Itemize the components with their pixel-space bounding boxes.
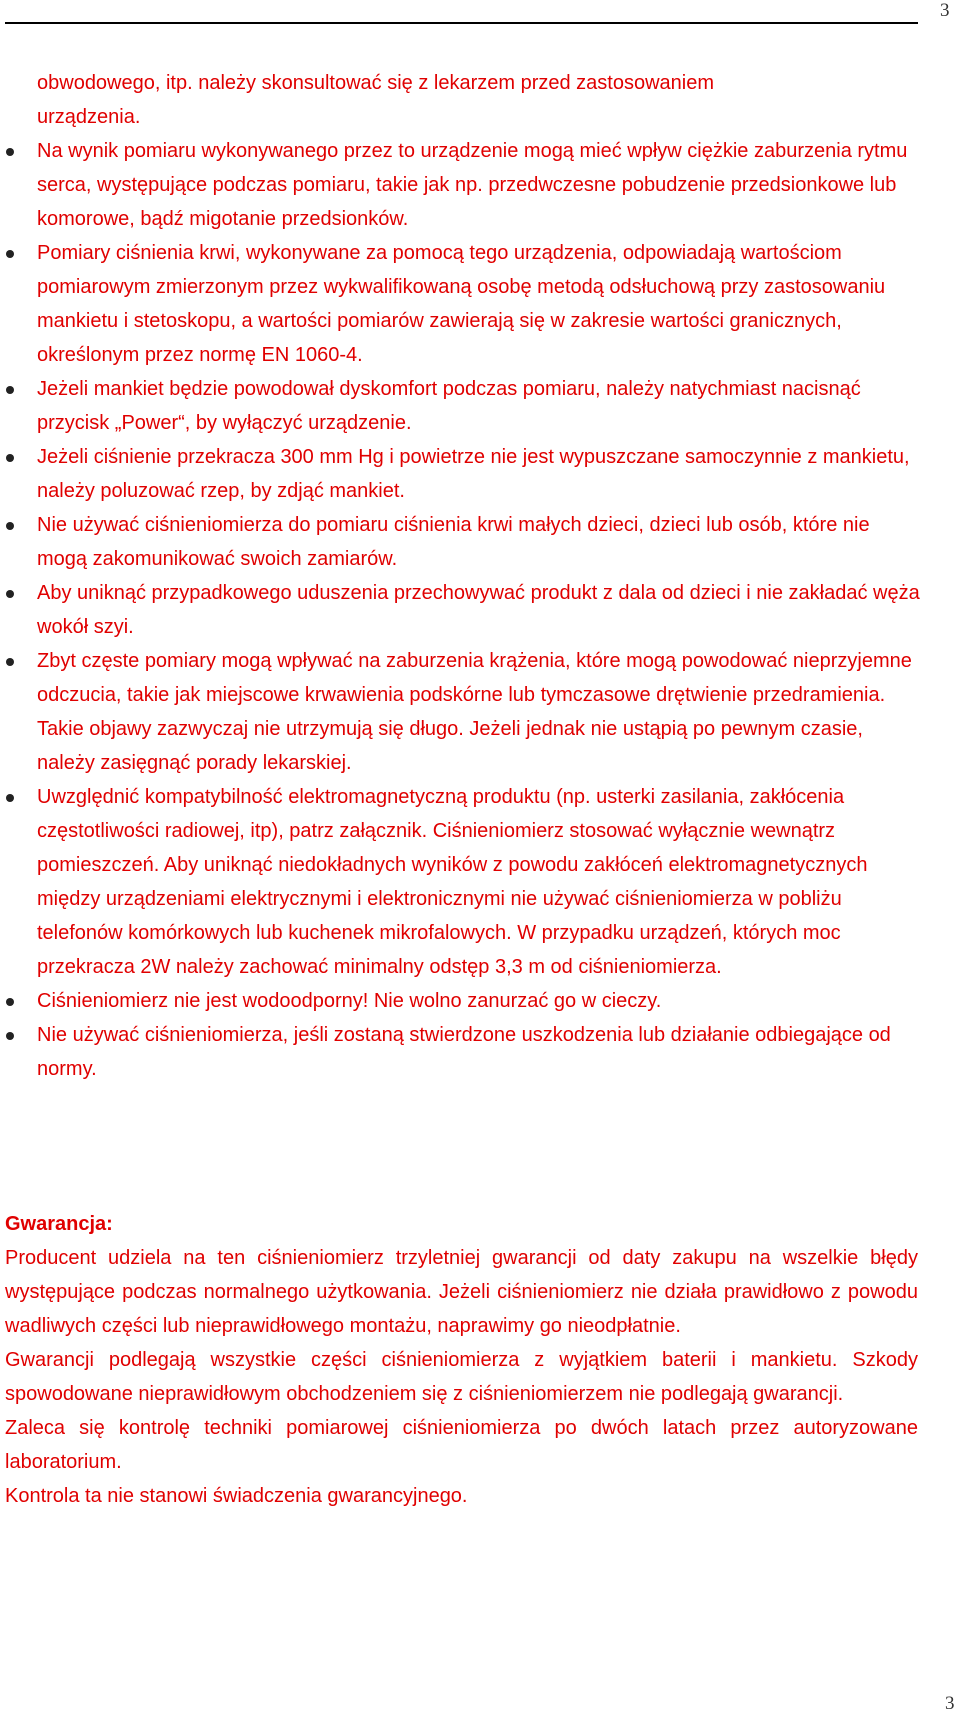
warranty-paragraph: Kontrola ta nie stanowi świadczenia gwarancyjnego. [5, 1485, 468, 1507]
warranty-heading: Gwarancja: [5, 1213, 113, 1235]
intro-line-2: urządzenia. [37, 106, 141, 128]
list-item: Ciśnieniomierz nie jest wodoodporny! Nie wolno zanurzać go w cieczy. [0, 984, 920, 1018]
list-item: Nie używać ciśnieniomierza do pomiaru ciśnienia krwi małych dzieci, dzieci lub osób, które nie mogą zakomunikować swoich zamiarów. [0, 508, 920, 576]
list-item: Nie używać ciśnieniomierza, jeśli zostaną stwierdzone uszkodzenia lub działanie odbiegające od normy. [0, 1018, 920, 1086]
warnings-list [0, 134, 960, 1086]
list-item: Uwzględnić kompatybilność elektromagnetyczną produktu (np. usterki zasilania, zakłócenia częstotliwości radiowej, itp), patrz załącznik. Ciśnieniomierz stosować wyłącznie wewnątrz pomieszczeń. Aby uniknąć niedokładnych wyników z powodu zakłóceń elektromagnetycznych między urządzeniami elektrycznymi i elektronicznymi nie używać ciśnieniomierza w pobliżu telefonów komórkowych lub kuchenek mikrofalowych. W przypadku urządzeń, których moc przekracza 2W należy zachować minimalny odstęp 3,3 m od ciśnieniomierza. [0, 780, 920, 984]
list-item: Zbyt częste pomiary mogą wpływać na zaburzenia krążenia, które mogą powodować nieprzyjemne odczucia, takie jak miejscowe krwawienia podskórne lub tymczasowe drętwienie przedramienia. Takie objawy zazwyczaj nie utrzymują się długo. Jeżeli jednak nie ustąpią po pewnym czasie, należy zasięgnąć porady lekarskiej. [0, 644, 920, 780]
list-item: Jeżeli ciśnienie przekracza 300 mm Hg i powietrze nie jest wypuszczane samoczynnie z mankietu, należy poluzować rzep, by zdjąć mankiet. [0, 440, 920, 508]
list-item: Jeżeli mankiet będzie powodował dyskomfort podczas pomiaru, należy natychmiast nacisnąć przycisk „Power“, by wyłączyć urządzenie. [0, 372, 920, 440]
warranty-paragraph: Producent udziela na ten ciśnieniomierz trzyletniej gwarancji od daty zakupu na wszelkie błędy występujące podczas normalnego użytkowania. Jeżeli ciśnieniomierz nie działa prawidłowo z powodu wadliwych części lub nieprawidłowego montażu, naprawimy go nieodpłatnie. [5, 1247, 918, 1337]
warranty-paragraph: Zaleca się kontrolę techniki pomiarowej ciśnieniomierza po dwóch latach przez autoryzowane laboratorium. [5, 1417, 918, 1473]
list-item: Pomiary ciśnienia krwi, wykonywane za pomocą tego urządzenia, odpowiadają wartościom pomiarowym zmierzonym przez wykwalifikowaną osobę metodą odsłuchową przy zastosowaniu mankietu i stetoskopu, a wartości pomiarów zawierają się w zakresie wartości granicznych, określonym przez normę EN 1060-4. [0, 236, 920, 372]
page-number-top: 3 [940, 0, 950, 21]
intro-text [37, 66, 917, 134]
intro-line-1: obwodowego, itp. należy skonsultować się z lekarzem przed zastosowaniem [37, 72, 715, 94]
warranty-paragraph: Gwarancji podlegają wszystkie części ciśnieniomierza z wyjątkiem baterii i mankietu. Szkody spowodowane nieprawidłowym obchodzeniem się z ciśnieniomierzem nie podlegają gwarancji. [5, 1349, 918, 1405]
list-item: Aby uniknąć przypadkowego uduszenia przechowywać produkt z dala od dzieci i nie zakładać węża wokół szyi. [0, 576, 920, 644]
header-rule [5, 22, 918, 24]
page-number-bottom: 3 [945, 1693, 955, 1714]
list-item: Na wynik pomiaru wykonywanego przez to urządzenie mogą mieć wpływ ciężkie zaburzenia rytmu serca, występujące podczas pomiaru, takie jak np. przedwczesne pobudzenie przedsionkowe lub komorowe, bądź migotanie przedsionków. [0, 134, 920, 236]
warranty-section [5, 1207, 918, 1513]
